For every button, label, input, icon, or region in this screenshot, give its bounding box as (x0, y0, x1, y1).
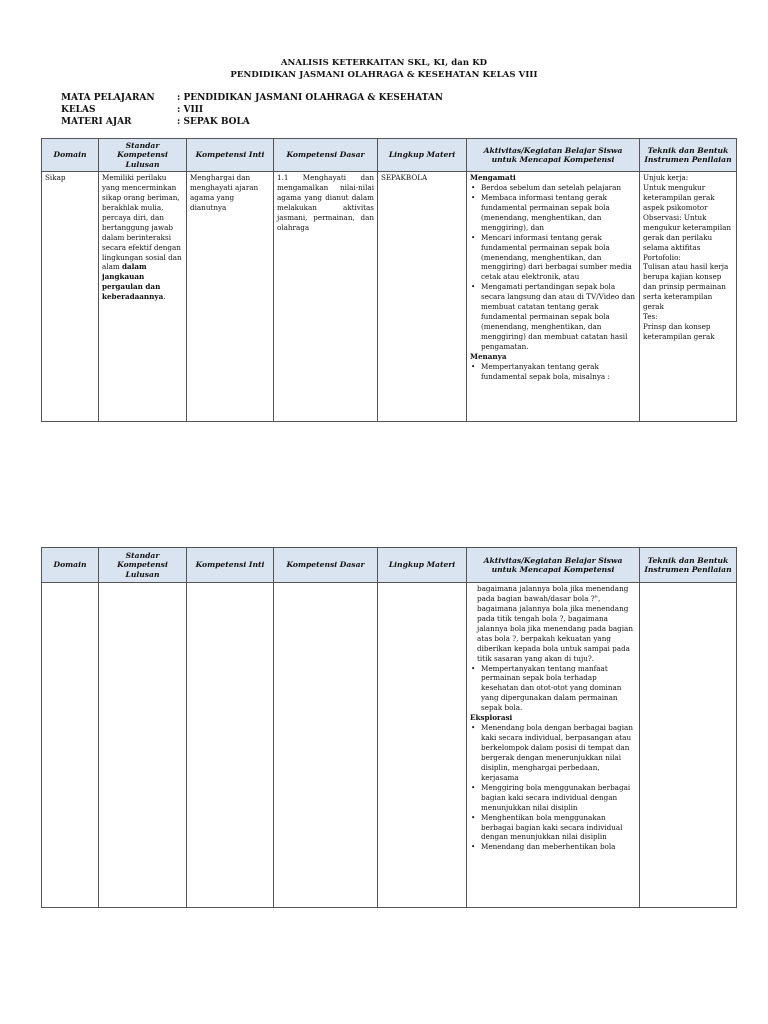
cell-domain: Sikap (42, 172, 99, 422)
list-item: • Mempertanyakan tentang gerak fundamental sepak bola, misalnya : (481, 362, 636, 382)
list-item: • Membaca informasi tentang gerak fundamental permainan sepak bola (menendang, menghentikan, dan menggiring), dan (481, 193, 636, 233)
list-item: • Mempertanyakan tentang manfaat permainan sepak bola terhadap kesehatan dan otot-otot yang dominan yang dipergunakan dalam permainan sepak bola. (481, 664, 636, 714)
col-teknik: Teknik dan Bentuk Instrumen Penilaian (640, 548, 737, 583)
teknik-line: Prinsp dan konsep keterampilan gerak (643, 322, 715, 341)
continued-questions: bagaimana jalannya bola jika menendang pada bagian bawah/dasar bola ?", bagaimana jalannya bola jika menendang pada titik tengah bola ?, bagaimana jalannya bola jika menendang pada bagian atas bola ?, berpakah kekuatan yang diberikan kepada bola untuk sampai pada titik sasaran yang akan di tuju?. (477, 584, 633, 663)
cell-teknik (640, 583, 737, 908)
col-ki: Kompetensi Inti (187, 139, 274, 172)
meta-subject (61, 93, 443, 103)
section-mengamati: Mengamati (470, 173, 516, 182)
teknik-line: Portofolio: (643, 252, 681, 262)
section-eksplorasi: Eksplorasi (470, 713, 513, 723)
teknik-line: Tulisan atau hasil kerja berupa kajian konsep dan prinsip permainan serta keterampilan gerak (643, 262, 729, 312)
list-item: • Menghentikan bola menggunakan berbagai bagian kaki secara individual dengan menunjukkan nilai disiplin (481, 813, 636, 843)
analysis-table-1 (41, 138, 737, 422)
col-aktivitas: Aktivitas/Kegiatan Belajar Siswa untuk Mencapai Kompetensi (467, 548, 640, 583)
meta-class-value: : VIII (177, 105, 204, 115)
observe-list (470, 183, 636, 352)
list-item: • Mencari informasi tentang gerak fundamental permainan sepak bola (menendang, menghentikan, dan menggiring) dari berbagai sumber media cetak atau elektronik, atau (481, 233, 636, 283)
cell-skl (99, 583, 187, 908)
meta-material (61, 117, 250, 127)
table-header-row (42, 548, 737, 583)
list-item: • Mengamati pertandingan sepak bola secara langsung dan atau di TV/Video dan membuat catatan tentang gerak fundamental permainan sepak bola (menendang, menghentikan, dan menggiring) dan membuat catatan hasil pengamatan. (481, 282, 636, 352)
cell-skl (99, 172, 187, 422)
meta-class-key: KELAS (61, 105, 96, 115)
col-aktivitas: Aktivitas/Kegiatan Belajar Siswa untuk Mencapai Kompetensi (467, 139, 640, 172)
meta-material-key: MATERI AJAR (61, 117, 132, 127)
cell-teknik (640, 172, 737, 422)
skl-text: Memiliki perilaku yang mencerminkan sikap orang beriman, berakhlak mulia, percaya diri, dan bertanggung jawab dalam berinteraksi secara efektif dengan lingkungan sosial dan alam (102, 173, 182, 272)
meta-subject-key: MATA PELAJARAN (61, 93, 155, 103)
meta-class (61, 105, 203, 115)
skl-bold-text: dalam jangkauan pergaulan dan keberadaannya (102, 262, 164, 302)
cell-kd (274, 583, 378, 908)
col-kd: Kompetensi Dasar (274, 548, 378, 583)
analysis-table-2 (41, 547, 737, 908)
table-header-row (42, 139, 737, 172)
cell-ki: Menghargai dan menghayati ajaran agama yang dianutnya (187, 172, 274, 422)
list-item: • Menendang dan meberhentikan bola (481, 842, 636, 852)
cell-aktivitas (467, 583, 640, 908)
list-item: • Menendang bola dengan berbagai bagian kaki secara individual, berpasangan atau berkelompok dalam posisi di tempat dan bergerak dengan menerunjukkan nilai disiplin, menghargai perbedaan, kerjasama (481, 723, 636, 783)
cell-kd: 1.1 Menghayati dan mengamalkan nilai-nilai agama yang dianut dalam melakukan aktivitas jasmani, permainan, dan olahraga (274, 172, 378, 422)
section-menanya: Menanya (470, 351, 507, 361)
teknik-line: Tes: (643, 312, 658, 322)
cell-lingkup: SEPAKBOLA (378, 172, 467, 422)
teknik-line: Observasi: Untuk mengukur keterampilan gerak dan perilaku selama aktifitas (643, 212, 732, 252)
ask-list (470, 362, 636, 382)
cell-ki (187, 583, 274, 908)
list-item: • Menggiring bola menggunakan berbagai bagian kaki secara individual dengan menunjukkan nilai disiplin (481, 783, 636, 813)
col-domain: Domain (42, 548, 99, 583)
teknik-line: Unjuk kerja: (643, 173, 689, 182)
col-skl: Standar Kompetensi Lulusan (99, 548, 187, 583)
teknik-line: Untuk mengukur keterampilan gerak aspek psikomotor (643, 182, 715, 212)
cell-aktivitas (467, 172, 640, 422)
explore-list (470, 723, 636, 852)
cell-lingkup (378, 583, 467, 908)
cell-domain (42, 583, 99, 908)
skl-end: . (163, 292, 166, 302)
document-title-2: PENDIDIKAN JASMANI OLAHRAGA & KESEHATAN KELAS VIII (230, 70, 538, 80)
ask-more-list (470, 664, 636, 714)
list-item: • Berdoa sebelum dan setelah pelajaran (481, 183, 636, 193)
meta-material-value: : SEPAK BOLA (177, 117, 250, 127)
col-lingkup: Lingkup Materi (378, 139, 467, 172)
table-row (42, 583, 737, 908)
col-skl: Standar Kompetensi Lulusan (99, 139, 187, 172)
col-kd: Kompetensi Dasar (274, 139, 378, 172)
col-ki: Kompetensi Inti (187, 548, 274, 583)
document-title-1: ANALISIS KETERKAITAN SKL, KI, dan KD (280, 58, 488, 68)
meta-subject-value: : PENDIDIKAN JASMANI OLAHRAGA & KESEHATAN (177, 93, 444, 103)
col-teknik: Teknik dan Bentuk Instrumen Penilaian (640, 139, 737, 172)
table-row (42, 172, 737, 422)
col-lingkup: Lingkup Materi (378, 548, 467, 583)
col-domain: Domain (42, 139, 99, 172)
